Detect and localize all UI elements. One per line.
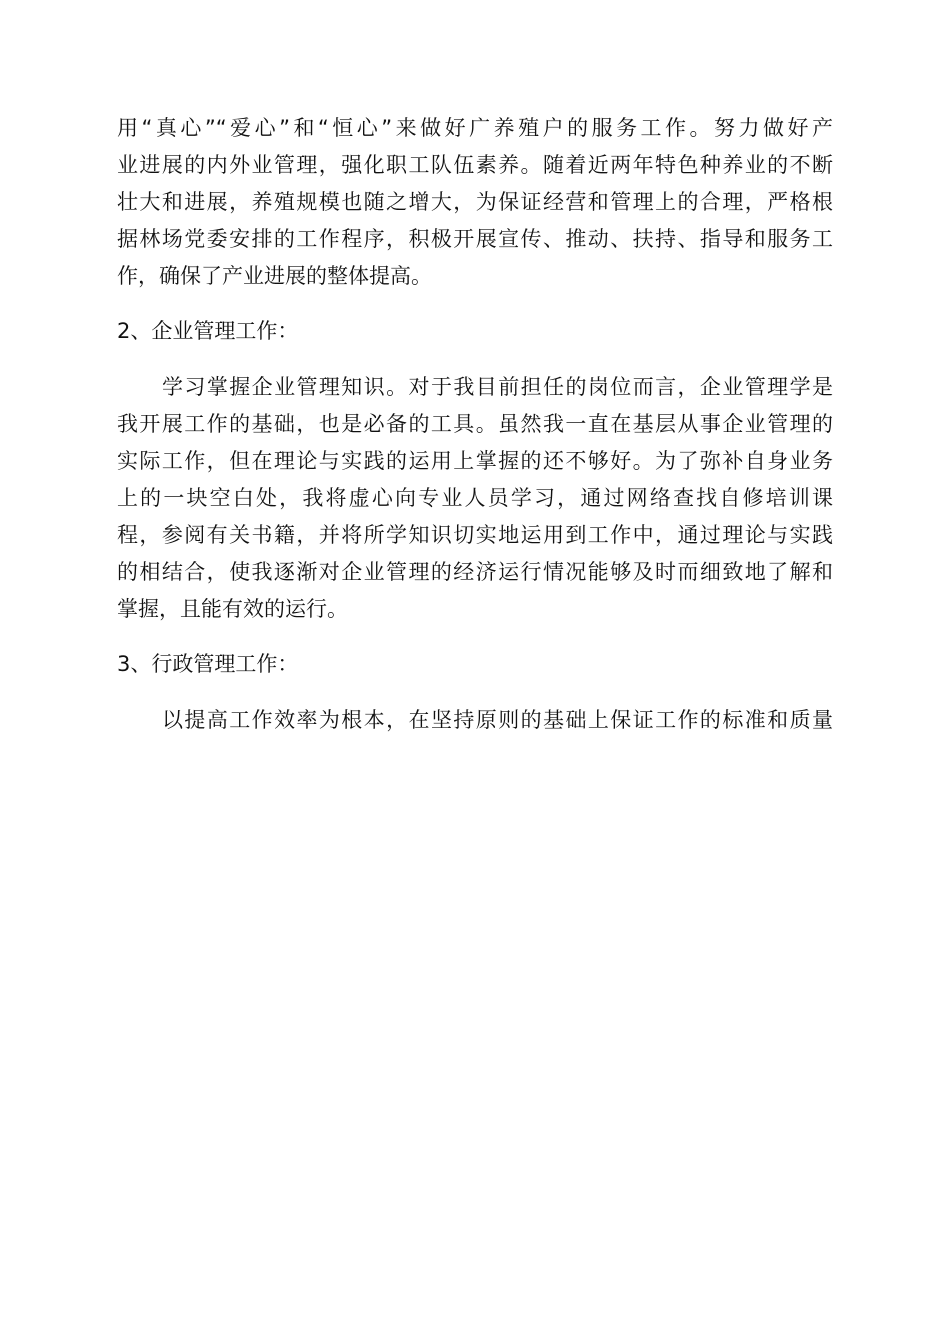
text-line: 我开展工作的基础，也是必备的工具。虽然我一直在基层从事企业管理的 <box>117 412 833 436</box>
heading-line: 3、行政管理工作： <box>117 652 299 676</box>
document-page <box>117 110 833 739</box>
text-line: 用“真心”“爱心”和“恒心”来做好广养殖户的服务工作。努力做好产 <box>117 116 833 140</box>
text-line: 程，参阅有关书籍，并将所学知识切实地运用到工作中，通过理论与实践 <box>117 523 833 547</box>
body-paragraph <box>117 702 833 739</box>
text-line: 学习掌握企业管理知识。对于我目前担任的岗位而言，企业管理学是 <box>162 375 833 399</box>
text-line: 实际工作，但在理论与实践的运用上掌握的还不够好。为了弥补自身业务 <box>117 449 833 473</box>
section-heading <box>117 646 833 683</box>
text-line: 掌握，且能有效的运行。 <box>117 597 348 621</box>
text-line: 壮大和进展，养殖规模也随之增大，为保证经营和管理上的合理，严格根 <box>117 190 833 214</box>
text-line: 作，确保了产业进展的整体提高。 <box>117 264 432 288</box>
text-line: 的相结合，使我逐渐对企业管理的经济运行情况能够及时而细致地了解和 <box>117 560 833 584</box>
body-paragraph <box>117 110 833 295</box>
text-line: 以提高工作效率为根本，在坚持原则的基础上保证工作的标准和质量 <box>162 708 833 732</box>
body-paragraph <box>117 369 833 628</box>
section-heading <box>117 313 833 350</box>
text-line: 上的一块空白处，我将虚心向专业人员学习，通过网络查找自修培训课 <box>117 486 833 510</box>
heading-line: 2、企业管理工作： <box>117 319 299 343</box>
text-line: 业进展的内外业管理，强化职工队伍素养。随着近两年特色种养业的不断 <box>117 153 833 177</box>
text-line: 据林场党委安排的工作程序，积极开展宣传、推动、扶持、指导和服务工 <box>117 227 833 251</box>
